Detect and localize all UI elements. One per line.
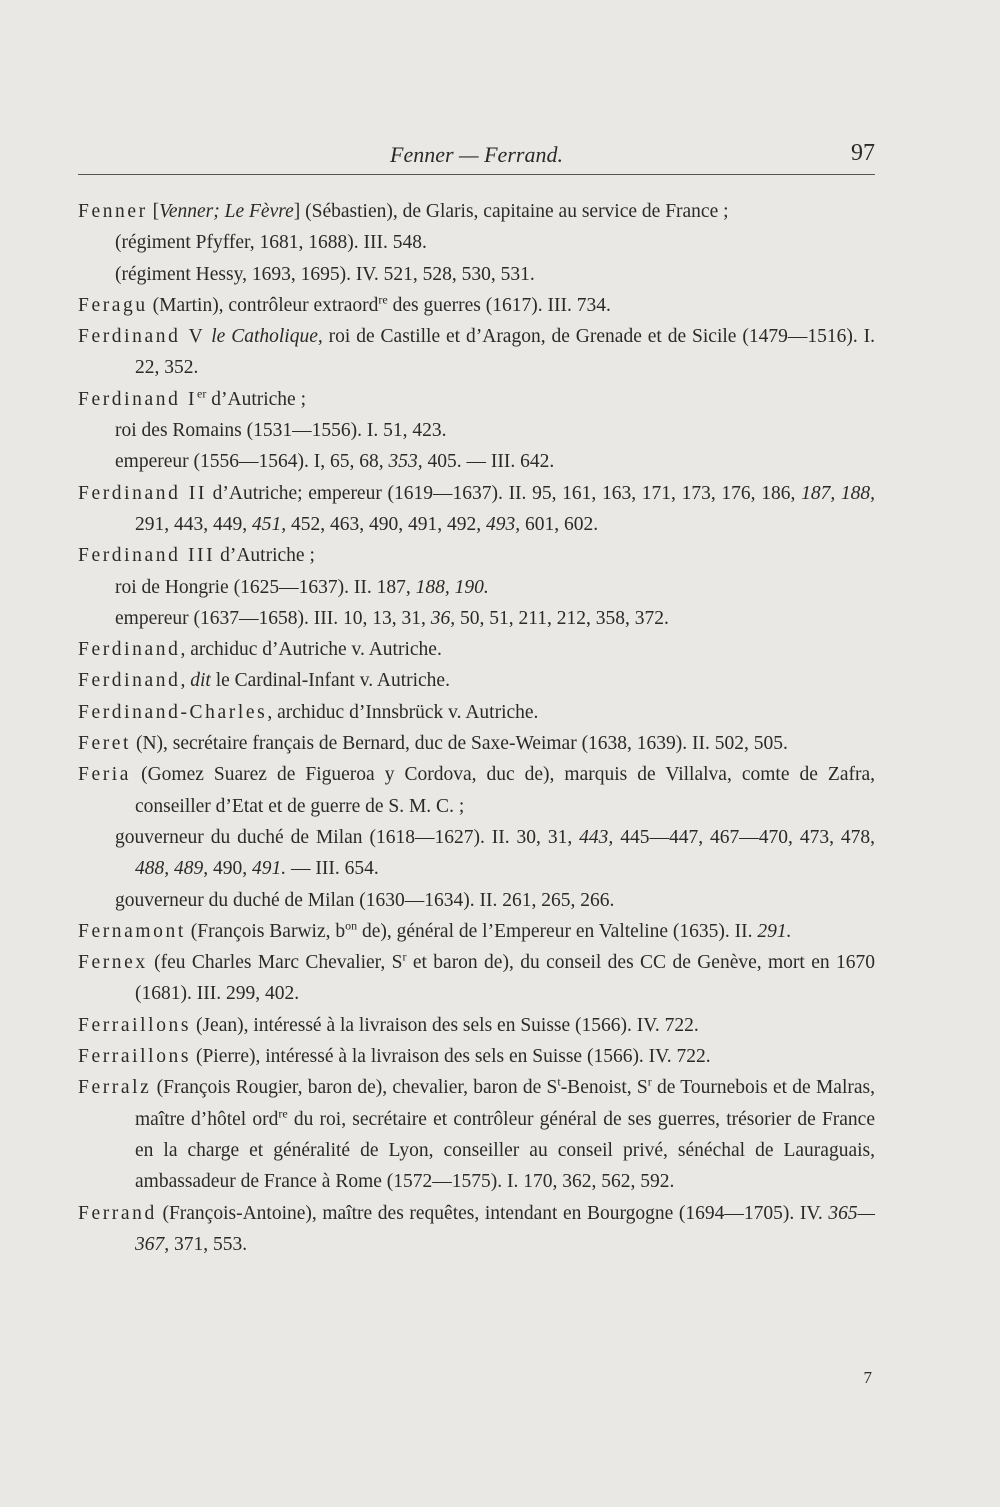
italic-reference: 443, <box>579 826 614 848</box>
index-subentry <box>78 227 875 258</box>
entry-text: (feu Charles Marc Chevalier, S <box>147 952 403 974</box>
entry-text: (régiment Hessy, 1693, 1695). IV. 521, 528, 530, 531. <box>115 263 535 285</box>
running-title: Fenner — Ferrand. <box>390 142 563 167</box>
entry-text: d’Autriche ; <box>215 545 315 567</box>
superscript-text: re <box>378 292 388 307</box>
index-entry <box>78 728 875 759</box>
superscript-text: on <box>345 918 358 933</box>
entry-text: (François Rougier, baron de), chevalier, baron de S <box>151 1077 558 1099</box>
entry-text: et baron de), du conseil des CC de Genève, mort en 1670 (1681). III. 299, 402. <box>135 952 875 1005</box>
entry-headword: Ferdinand <box>78 639 181 661</box>
entry-text: — III. 654. <box>286 858 379 880</box>
entry-headword: Feret <box>78 733 132 755</box>
entry-text: roi des Romains (1531—1556). I. 51, 423. <box>115 420 447 442</box>
index-entry <box>78 665 875 696</box>
entry-headword: Ferdinand I <box>78 388 198 410</box>
entry-text: d’Autriche; empereur (1619—1637). II. 95, 161, 163, 171, 173, 176, 186, <box>206 482 802 504</box>
entry-text: roi de Castille et d’Aragon, de Grenade et de Sicile (1479—1516). I. 22, 352. <box>135 326 875 379</box>
index-subentry <box>78 885 875 916</box>
entry-headword: Ferdinand II <box>78 482 207 504</box>
entry-text: 50, 51, 211, 212, 358, 372. <box>455 607 669 629</box>
entry-text: , <box>180 670 191 692</box>
index-subentry <box>78 415 875 446</box>
entry-text: gouverneur du duché de Milan (1630—1634). II. 261, 265, 266. <box>115 889 615 911</box>
entry-text: 452, 463, 490, 491, 492, <box>286 513 486 535</box>
entry-text: (N), secrétaire français de Bernard, duc de Saxe-Weimar (1638, 1639). II. 502, 505. <box>131 733 788 755</box>
italic-reference: le Catholique, <box>211 326 323 348</box>
italic-reference: 291. <box>757 920 792 942</box>
entry-text: , archiduc d’Autriche v. Autriche. <box>180 639 442 661</box>
entry-headword: Fenner <box>78 201 148 222</box>
entry-text: 601, 602. <box>520 513 599 535</box>
entry-headword: Ferdinand III <box>78 545 216 567</box>
index-subentry <box>78 822 875 885</box>
index-entry <box>78 478 875 541</box>
index-entry <box>78 759 875 822</box>
index-subentry <box>78 572 875 603</box>
italic-reference: dit <box>190 670 211 692</box>
entry-text: 371, 553. <box>169 1233 248 1255</box>
index-subentry <box>78 603 875 634</box>
entry-text: (Martin), contrôleur extraord <box>147 294 379 316</box>
italic-reference: 188, 190. <box>415 576 489 598</box>
italic-reference: 488, 489, <box>135 858 209 880</box>
italic-reference: Venner; Le Fèvre <box>159 201 294 222</box>
headword-superscript: er <box>197 386 207 401</box>
italic-reference: 36, <box>430 607 456 629</box>
entry-headword: Fernamont <box>78 920 186 942</box>
entry-text: du roi, secrétaire et contrôleur général de ses guerres, trésorier de France en la charge et généralité de Lyon, conseiller au conseil privé, sénéchal de Lauraguais, ambassadeur de France à Rome (1572—1575). I. 170, 362, 562, 592. <box>135 1108 875 1193</box>
index-entry <box>78 1198 875 1261</box>
entry-text: (régiment Pfyffer, 1681, 1688). III. 548. <box>115 232 427 254</box>
italic-reference: 187, 188, <box>801 482 875 504</box>
entry-text: d’Autriche ; <box>206 388 307 410</box>
index-entry <box>78 916 875 947</box>
index-entries <box>78 196 875 1260</box>
superscript-text: r <box>647 1074 652 1089</box>
entry-headword: Ferdinand <box>78 670 181 692</box>
running-header <box>78 140 875 175</box>
entry-text: de Tournebois et de Malras, maître d’hôtel ord <box>135 1077 875 1130</box>
entry-headword: Ferralz <box>78 1077 152 1099</box>
index-entry <box>78 290 875 321</box>
italic-reference: 365—367, <box>135 1202 875 1255</box>
entry-headword: Ferraillons <box>78 1046 192 1068</box>
entry-text: 291, 443, 449, <box>135 513 252 535</box>
entry-text: (Gomez Suarez de Figueroa y Cordova, duc de), marquis de Villalva, comte de Zafra, conseiller d’Etat et de guerre de S. M. C. ; <box>131 764 875 817</box>
index-entry <box>78 1010 875 1041</box>
entry-text: (Jean), intéressé à la livraison des sels en Suisse (1566). IV. 722. <box>191 1014 699 1036</box>
entry-headword: Fernex <box>78 952 148 974</box>
entry-text: des guerres (1617). III. 734. <box>387 294 611 316</box>
index-entry <box>78 634 875 665</box>
entry-headword: Ferraillons <box>78 1014 192 1036</box>
entry-text: 445—447, 467—470, 473, 478, <box>613 826 876 848</box>
superscript-text: r <box>402 949 407 964</box>
entry-text: empereur (1637—1658). III. 10, 13, 31, <box>115 607 431 629</box>
entry-text: de), général de l’Empereur en Valteline (1635). II. <box>357 920 758 942</box>
index-entry <box>78 1041 875 1072</box>
italic-reference: 493, <box>486 513 521 535</box>
signature-mark: 7 <box>863 1368 872 1387</box>
entry-text: empereur (1556—1564). I, 65, 68, <box>115 451 389 473</box>
index-entry <box>78 196 875 227</box>
entry-text: [ <box>147 201 160 222</box>
entry-text: -Benoist, S <box>560 1077 648 1099</box>
entry-text: ] (Sébastien), de Glaris, capitaine au service de France ; <box>293 201 729 222</box>
entry-text: (François Barwiz, b <box>185 920 346 942</box>
entry-headword: Feria <box>78 764 132 786</box>
entry-text: (François-Antoine), maître des requêtes, intendant en Bourgogne (1694—1705). IV. <box>156 1202 829 1224</box>
entry-headword: Ferrand <box>78 1202 157 1224</box>
entry-text: le Cardinal-Infant v. Autriche. <box>210 670 450 692</box>
index-entry <box>78 384 875 415</box>
entry-headword: Ferdinand-Charles <box>78 701 268 723</box>
entry-headword: Feragu <box>78 294 148 316</box>
index-subentry <box>78 259 875 290</box>
italic-reference: 491. <box>252 858 287 880</box>
index-entry <box>78 1072 875 1197</box>
entry-text: (Pierre), intéressé à la livraison des sels en Suisse (1566). IV. 722. <box>191 1046 711 1068</box>
entry-text: 490, <box>208 858 252 880</box>
index-entry <box>78 321 875 384</box>
italic-reference: 451, <box>252 513 287 535</box>
entry-text: gouverneur du duché de Milan (1618—1627). II. 30, 31, <box>115 826 580 848</box>
page-number: 97 <box>851 140 875 166</box>
entry-text: roi de Hongrie (1625—1637). II. 187, <box>115 576 416 598</box>
index-subentry <box>78 446 875 477</box>
index-entry <box>78 947 875 1010</box>
entry-text: 405. — III. 642. <box>422 451 555 473</box>
index-entry <box>78 540 875 571</box>
superscript-text: re <box>278 1106 288 1121</box>
entry-text: , archiduc d’Innsbrück v. Autriche. <box>267 701 539 723</box>
entry-headword: Ferdinand V <box>78 326 206 348</box>
index-entry <box>78 697 875 728</box>
italic-reference: 353, <box>388 451 423 473</box>
superscript-text: t <box>557 1074 561 1089</box>
